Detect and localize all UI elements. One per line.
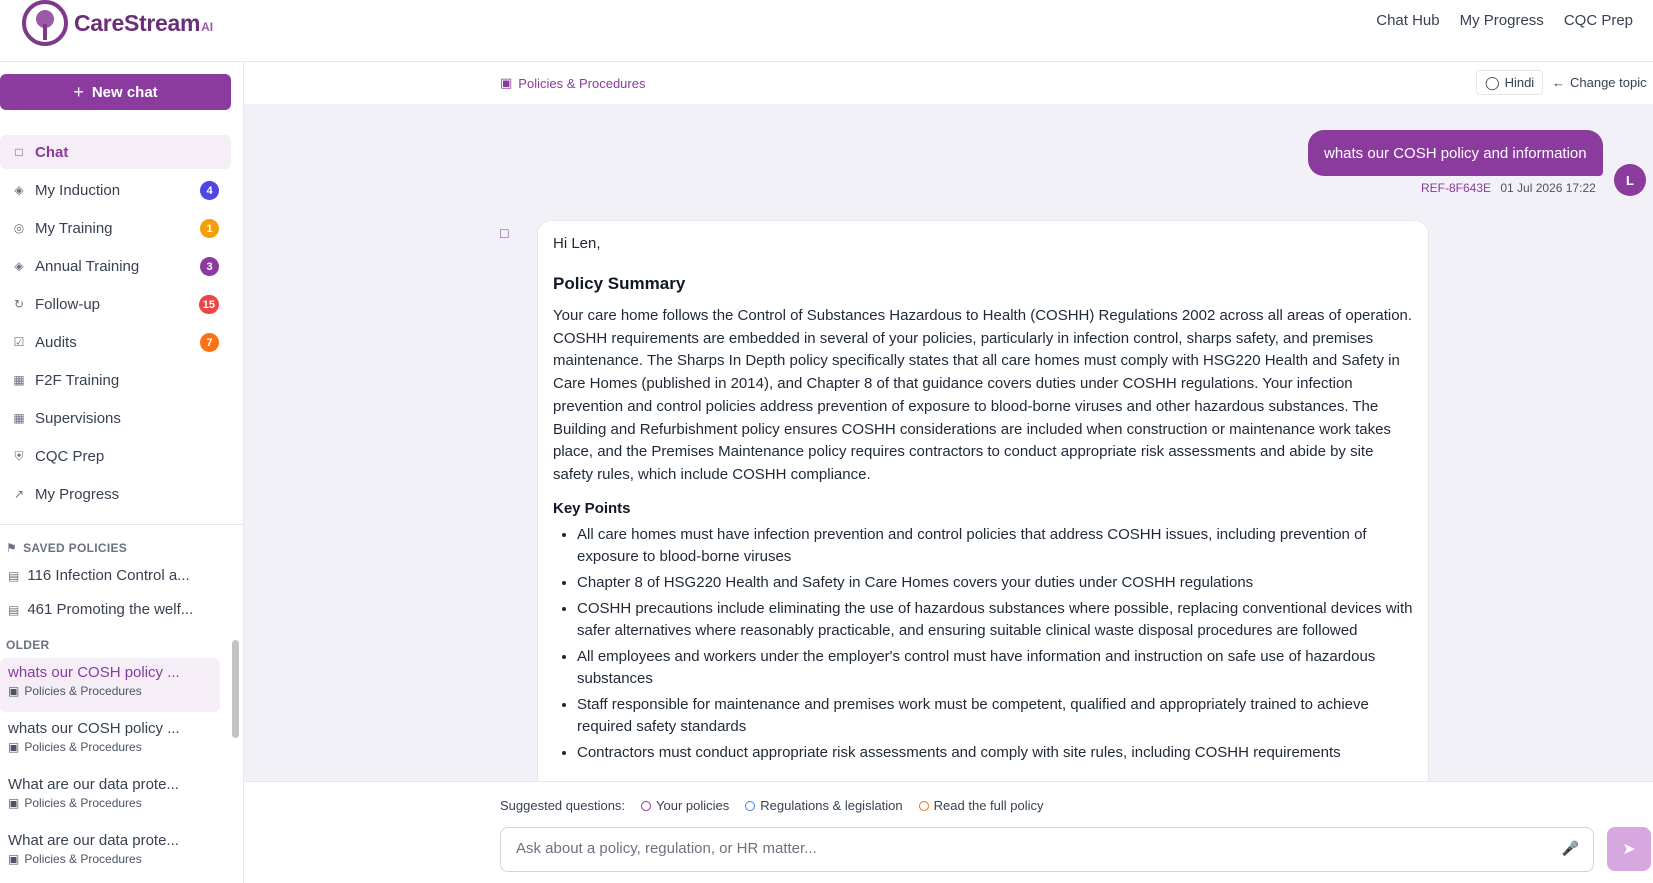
message-timestamp: 01 Jul 2026 17:22 [1500, 181, 1596, 195]
assistant-reply [537, 220, 1429, 840]
sidebar-item-label: My Induction [35, 181, 121, 199]
history-title: whats our COSH policy ... [8, 664, 180, 681]
reply-greeting: Hi Len, [553, 235, 601, 252]
saved-policy-label: 461 Promoting the welf... [27, 601, 194, 618]
calendar-icon: ▦ [13, 373, 25, 387]
chip-label: Regulations & legislation [760, 798, 903, 813]
new-chat-button[interactable] [0, 74, 231, 110]
chip-label: Your policies [656, 798, 730, 813]
saved-policy-item[interactable] [8, 601, 193, 618]
tree-logo-icon [22, 0, 68, 46]
sidebar-item-label: Audits [35, 333, 77, 351]
sidebar-item-label: Supervisions [35, 409, 121, 427]
language-label: Hindi [1504, 75, 1535, 90]
shield-check-icon: ⛨ [14, 448, 24, 463]
topnav-cqc-prep[interactable]: CQC Prep [1563, 12, 1633, 29]
file-icon: ▤ [8, 602, 20, 617]
file-icon: ▤ [8, 568, 20, 583]
count-badge: 3 [200, 257, 219, 276]
top-nav [1376, 12, 1653, 29]
reply-heading: Policy Summary [553, 274, 686, 293]
saved-heading-label: SAVED POLICIES [23, 541, 128, 555]
reply-summary: Your care home follows the Control of Substances Hazardous to Health (COSHH) Regulations 2002 across all areas of operation. COSHH requirements are embedded in several of your policies, particularly in infection control, sharps safety, and premises maintenance. The Sharps In Depth policy specifically states that all care homes must comply with HSG220 Health and Safety in Care Homes (published in 2014), and Chapter 8 of that guidance covers duties under COSHH regulations. Your infection prevention and control policies address prevention of exposure to blood-borne viruses and other hazardous substances. The Building and Refurbishment policy ensures COSHH considerations are included when construction or maintenance work takes place, and the Premises Maintenance policy requires contractors to conduct appropriate risk assessments and abide by site safety rules, which include COSHH compliance. [553, 307, 1413, 483]
book-icon: ▣ [8, 796, 20, 810]
history-topic [8, 684, 212, 698]
sidebar-item-supervisions[interactable] [0, 401, 231, 435]
user-avatar: L [1614, 164, 1646, 196]
chat-main [244, 62, 1653, 883]
language-button[interactable] [1476, 70, 1543, 95]
change-topic-label: Change topic [1570, 75, 1647, 90]
sidebar-item-my-induction[interactable] [0, 173, 231, 207]
chat-subheader [244, 62, 1653, 104]
topic-label: Policies & Procedures [518, 75, 646, 91]
arrow-left-icon: ← [1552, 75, 1565, 90]
new-chat-label: New chat [91, 83, 158, 101]
sidebar-item-label: CQC Prep [35, 447, 105, 465]
history-item[interactable] [0, 826, 220, 880]
key-points-list [553, 524, 1413, 764]
top-header [0, 0, 1653, 62]
globe-icon: ◯ [1485, 74, 1500, 90]
sidebar-item-f2f-training[interactable] [0, 363, 231, 397]
history-item[interactable] [0, 770, 220, 824]
topnav-my-progress[interactable]: My Progress [1459, 12, 1544, 29]
calendar-icon: ▦ [13, 411, 25, 425]
sidebar [0, 62, 244, 883]
history-topic [8, 796, 212, 810]
sidebar-item-my-training[interactable] [0, 211, 231, 245]
history-topic-label: Policies & Procedures [24, 796, 142, 810]
history-item[interactable] [0, 714, 220, 768]
sidebar-item-label: My Progress [35, 485, 120, 503]
brand-name: CareStream [74, 9, 201, 36]
saved-policy-label: 116 Infection Control a... [27, 567, 190, 584]
circle-icon [745, 801, 755, 811]
count-badge: 1 [200, 219, 219, 238]
suggested-label: Suggested questions: [500, 798, 626, 813]
key-point-item: • All care homes must have infection prevention and control policies that address COSHH issues, including prevention of exposure to blood-borne viruses [577, 524, 1413, 568]
topic-indicator [500, 75, 645, 91]
book-open-icon: ▣ [500, 75, 513, 90]
sidebar-item-annual-training[interactable] [0, 249, 231, 283]
suggestion-chip[interactable] [919, 798, 1044, 813]
book-icon: ▣ [8, 852, 20, 866]
suggestion-chip[interactable] [745, 798, 902, 813]
saved-policies-heading [6, 541, 127, 555]
suggestion-chip[interactable] [641, 798, 729, 813]
sidebar-item-label: Chat [35, 143, 69, 161]
topnav-chat-hub[interactable]: Chat Hub [1376, 12, 1440, 29]
sidebar-item-label: F2F Training [35, 371, 120, 389]
sidebar-divider [0, 524, 243, 525]
key-point-item: • Staff responsible for maintenance and premises work must be competent, qualified and appropriately trained to achieve required safety standards [577, 694, 1413, 738]
sidebar-item-follow-up[interactable] [0, 287, 231, 321]
sidebar-item-label: My Training [35, 219, 113, 237]
history-title: What are our data prote... [8, 776, 179, 793]
send-button[interactable] [1607, 827, 1651, 871]
assistant-message-icon: □ [500, 225, 509, 241]
key-point-item: • All employees and workers under the employer's control must have information and instruction on safe use of hazardous substances [577, 646, 1413, 690]
chip-label: Read the full policy [933, 798, 1044, 813]
key-point-item: • Chapter 8 of HSG220 Health and Safety in Care Homes covers your duties under COSHH regulations [577, 572, 1413, 594]
sidebar-item-label: Follow-up [35, 295, 101, 313]
suggested-questions [500, 798, 1060, 813]
graduation-cap-icon: ◈ [14, 183, 24, 197]
history-topic [8, 740, 212, 754]
send-icon: ➤ [1622, 841, 1636, 858]
user-message-bubble: whats our COSH policy and information [1308, 130, 1603, 176]
history-title: whats our COSH policy ... [8, 720, 180, 737]
count-badge: 4 [200, 181, 219, 200]
key-points-heading: Key Points [553, 499, 631, 517]
book-icon: ▣ [8, 684, 20, 698]
history-topic [8, 852, 212, 866]
key-point-item: • Contractors must conduct appropriate risk assessments and comply with site rules, including COSHH requirements [577, 742, 1413, 764]
history-topic-label: Policies & Procedures [24, 852, 142, 866]
brand-logo[interactable] [22, 0, 213, 46]
plus-icon: + [73, 81, 84, 102]
circle-icon [919, 801, 929, 811]
reference-id[interactable]: REF-8F643E [1421, 181, 1492, 195]
key-point-item: • COSHH precautions include eliminating the use of hazardous substances where possible, replacing conventional devices with safer alternatives where reasonably practicable, and ensuring suitable clinical waste disposal procedures are followed [577, 598, 1413, 642]
message-meta [1421, 181, 1596, 195]
sidebar-item-cqc-prep[interactable] [0, 439, 231, 473]
sidebar-item-label: Annual Training [35, 257, 140, 275]
saved-policy-item[interactable] [8, 567, 190, 584]
bookmark-icon: ⚑ [6, 541, 18, 555]
refresh-icon: ↻ [13, 297, 25, 311]
sidebar-item-chat[interactable] [0, 135, 231, 169]
sidebar-item-audits[interactable] [0, 325, 231, 359]
brand-suffix: AI [201, 20, 214, 34]
book-icon: ▣ [8, 740, 20, 754]
count-badge: 7 [200, 333, 219, 352]
message-input-box [500, 827, 1594, 872]
history-topic-label: Policies & Procedures [24, 740, 142, 754]
change-topic-button[interactable] [1552, 75, 1647, 90]
count-badge: 15 [199, 295, 219, 314]
sidebar-nav [0, 135, 231, 515]
history-topic-label: Policies & Procedures [24, 684, 142, 698]
older-heading: OLDER [6, 638, 50, 652]
circle-icon [641, 801, 651, 811]
sidebar-item-my-progress[interactable] [0, 477, 231, 511]
history-item[interactable] [0, 658, 220, 712]
microphone-icon[interactable]: 🎤 [1561, 840, 1579, 856]
sidebar-scrollbar[interactable] [232, 640, 239, 738]
trending-up-icon: ↗ [13, 487, 25, 501]
clipboard-check-icon: ☑ [13, 335, 25, 349]
graduation-cap-icon: ◈ [14, 259, 24, 273]
brain-icon: ◎ [13, 221, 25, 235]
message-input[interactable] [516, 840, 1506, 857]
message-icon: □ [15, 145, 23, 159]
history-title: What are our data prote... [8, 832, 179, 849]
composer [244, 781, 1653, 883]
